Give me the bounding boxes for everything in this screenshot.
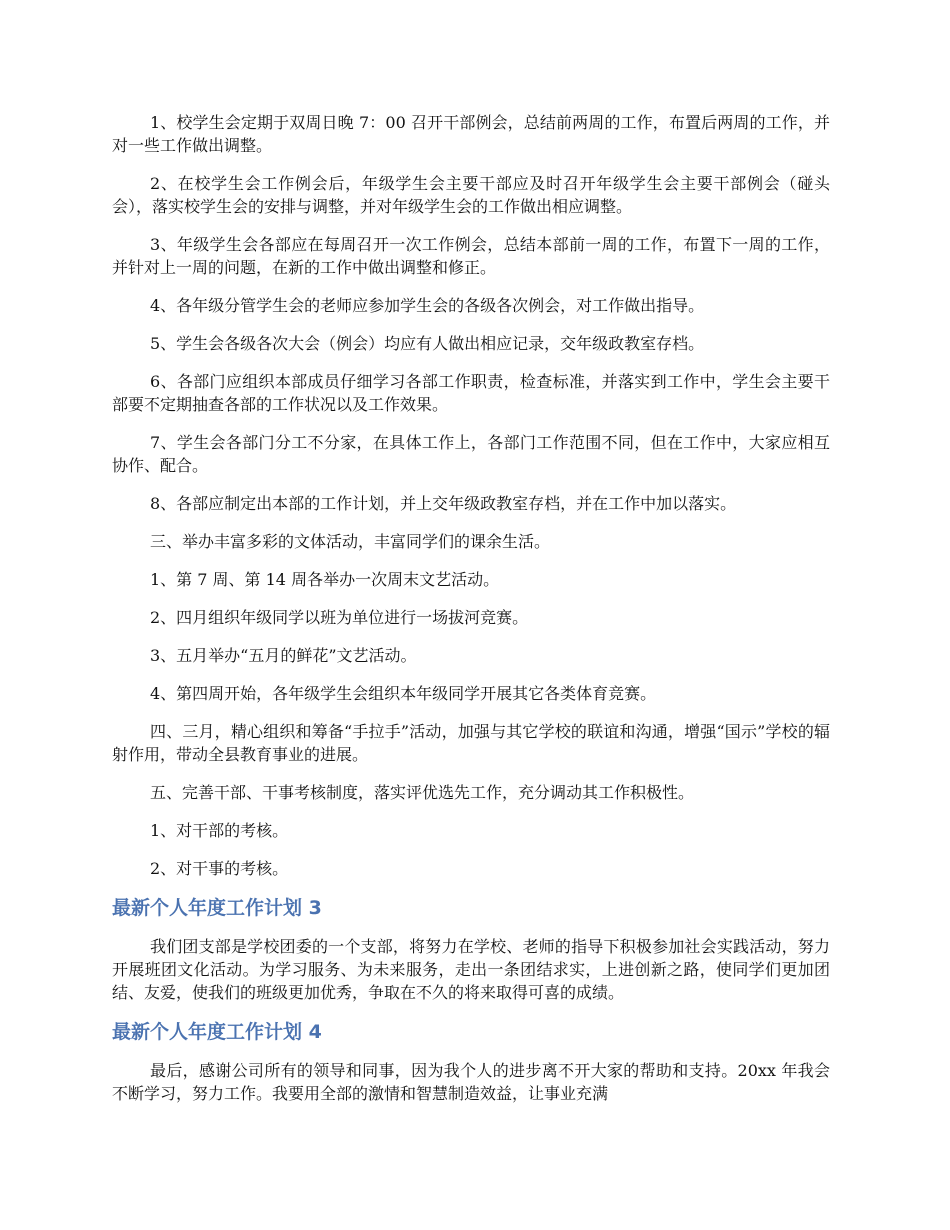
paragraph: 1、对干部的考核。 <box>150 821 289 840</box>
paragraph: 五、完善干部、干事考核制度，落实评优选先工作，充分调动其工作积极性。 <box>150 783 695 802</box>
paragraph: 8、各部应制定出本部的工作计划，并上交年级政教室存档，并在工作中加以落实。 <box>150 494 737 513</box>
paragraph: 2、对干事的考核。 <box>150 859 289 878</box>
paragraph: 四、三月，精心组织和筹备“手拉手”活动，加强与其它学校的联谊和沟通，增强“国示”学校的辐射作用，带动全县教育事业的进展。 <box>112 722 830 764</box>
paragraph: 2、在校学生会工作例会后，年级学生会主要干部应及时召开年级学生会主要干部例会（碰头会），落实校学生会的安排与调整，并对年级学生会的工作做出相应调整。 <box>112 174 830 216</box>
paragraph: 3、年级学生会各部应在每周召开一次工作例会，总结本部前一周的工作，布置下一周的工作，并针对上一周的问题，在新的工作中做出调整和修正。 <box>112 235 830 277</box>
section-heading: 最新个人年度工作计划 3 <box>112 897 322 919</box>
paragraph: 6、各部门应组织本部成员仔细学习各部工作职责，检查标准，并落实到工作中，学生会主要干部要不定期抽查各部的工作状况以及工作效果。 <box>112 372 830 414</box>
paragraph: 我们团支部是学校团委的一个支部，将努力在学校、老师的指导下积极参加社会实践活动，努力开展班团文化活动。为学习服务、为未来服务，走出一条团结求实，上进创新之路，使同学们更加团结、友爱，使我们的班级更加优秀，争取在不久的将来取得可喜的成绩。 <box>112 937 830 1002</box>
paragraph: 4、各年级分管学生会的老师应参加学生会的各级各次例会，对工作做出指导。 <box>150 296 705 315</box>
paragraph: 最后，感谢公司所有的领导和同事，因为我个人的进步离不开大家的帮助和支持。20xx 年我会不断学习，努力工作。我要用全部的激情和智慧制造效益，让事业充满 <box>112 1061 830 1103</box>
paragraph: 1、第 7 周、第 14 周各举办一次周末文艺活动。 <box>150 570 500 589</box>
paragraph: 1、校学生会定期于双周日晚 7：00 召开干部例会，总结前两周的工作，布置后两周的工作，并对一些工作做出调整。 <box>112 113 830 155</box>
paragraph: 5、学生会各级各次大会（例会）均应有人做出相应记录，交年级政教室存档。 <box>150 334 705 353</box>
paragraph: 三、举办丰富多彩的文体活动，丰富同学们的课余生活。 <box>150 532 551 551</box>
paragraph: 4、第四周开始，各年级学生会组织本年级同学开展其它各类体育竞赛。 <box>150 684 657 703</box>
section-heading: 最新个人年度工作计划 4 <box>112 1021 322 1043</box>
paragraph: 3、五月举办“五月的鲜花”文艺活动。 <box>150 646 417 665</box>
paragraph: 2、四月组织年级同学以班为单位进行一场拔河竞赛。 <box>150 608 529 627</box>
paragraph: 7、学生会各部门分工不分家，在具体工作上，各部门工作范围不同，但在工作中，大家应相互协作、配合。 <box>112 433 830 475</box>
